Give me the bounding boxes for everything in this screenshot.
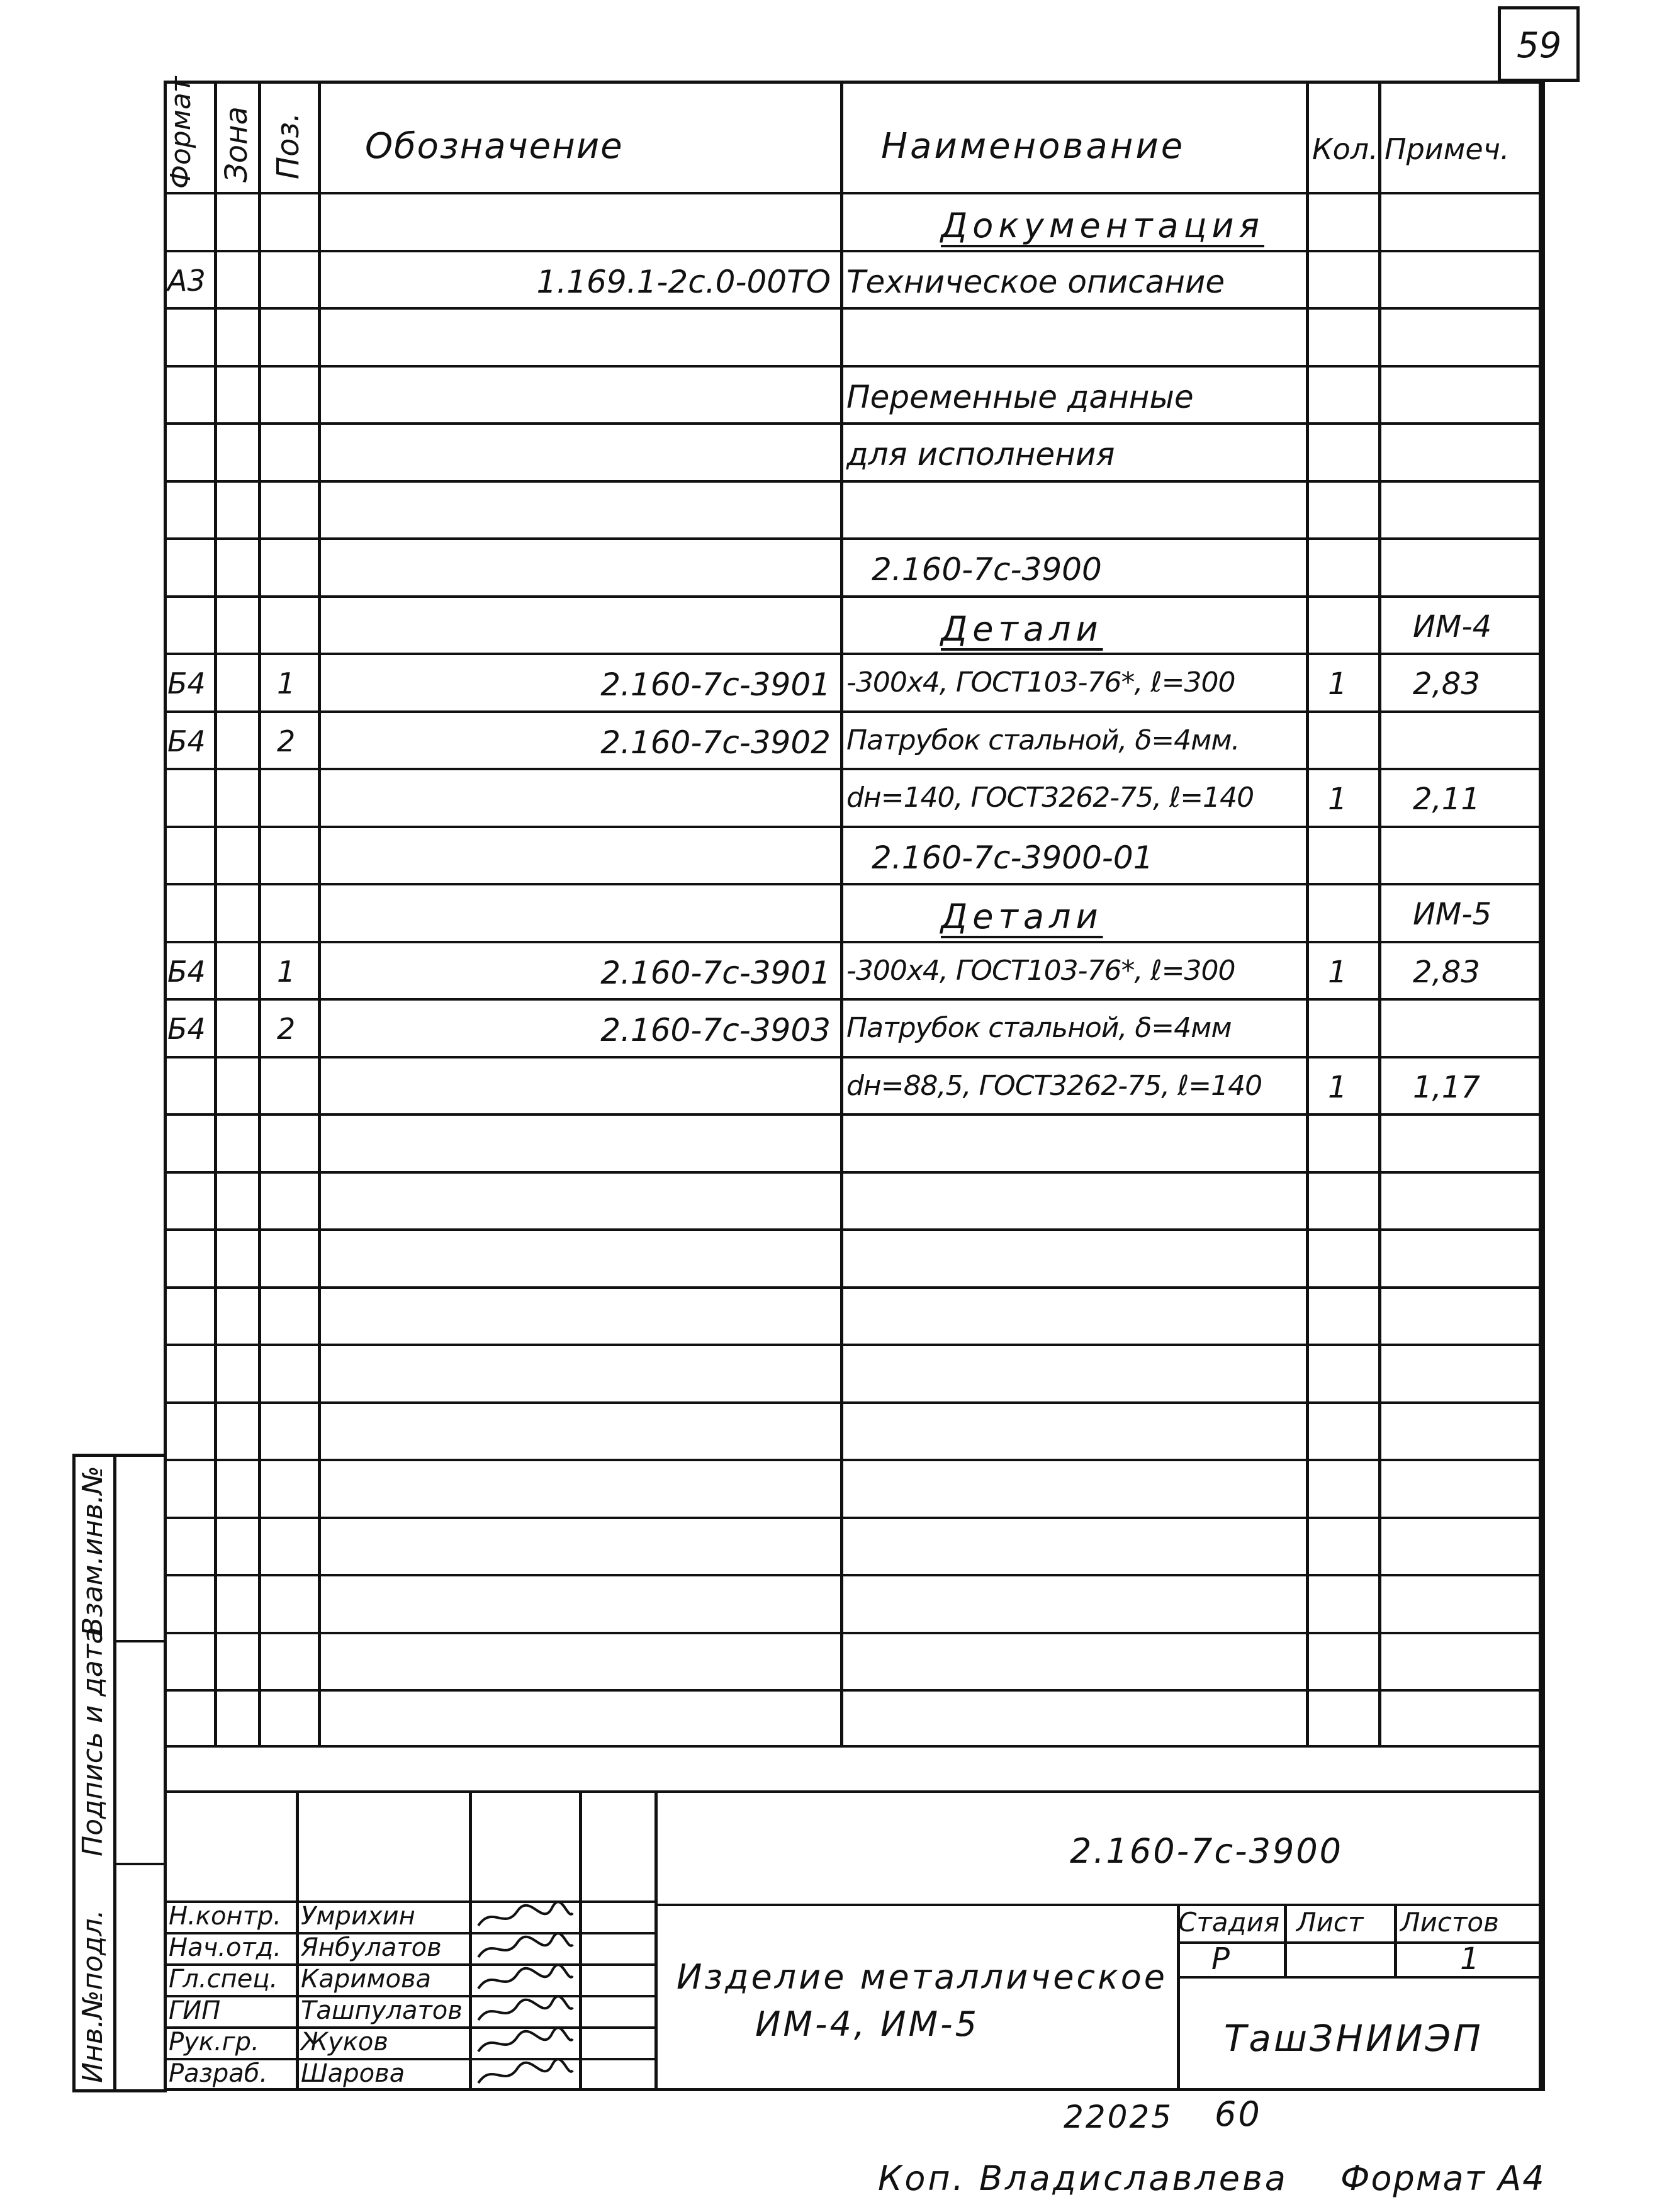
signature-scribble (473, 1996, 577, 2026)
row-name: 2.160-7с-3900 (872, 551, 1102, 588)
tb-person: Ташпулатов (301, 1996, 463, 2025)
tb-stage-label: Стадия (1178, 1907, 1280, 1938)
row-note: 2,83 (1413, 954, 1480, 990)
side-label-inv-podl: Инв.№подл. (77, 1909, 109, 2083)
header-pos: Поз. (271, 112, 306, 179)
row-line (164, 422, 1542, 425)
row-line (164, 941, 1542, 943)
row-pos: 1 (277, 954, 296, 989)
row-name: 2.160-7с-3900-01 (872, 839, 1154, 876)
row-name: Детали (941, 897, 1103, 936)
row-note: 2,11 (1413, 782, 1480, 817)
row-name: Патрубок стальной, δ=4мм. (846, 724, 1240, 756)
signature-scribble (473, 2059, 577, 2089)
tb-stage-value: Р (1211, 1941, 1230, 1977)
row-designation: 2.160-7с-3901 (600, 954, 831, 991)
row-pos: 1 (277, 666, 296, 700)
row-format: Б4 (167, 1012, 206, 1046)
row-name: Детали (941, 609, 1103, 649)
signature-scribble (473, 1902, 577, 1932)
col-line-qty (1378, 81, 1381, 1745)
row-line (164, 537, 1542, 540)
header-designation: Обозначение (365, 126, 624, 167)
row-line (164, 653, 1542, 655)
tb-person: Янбулатов (301, 1933, 442, 1962)
row-designation: 2.160-7с-3903 (600, 1012, 831, 1048)
tb-role: Гл.спец. (169, 1965, 278, 1994)
footer-copy: Коп. Владиславлева (878, 2159, 1288, 2198)
row-name: -300х4, ГОСТ103-76*, ℓ=300 (846, 954, 1235, 987)
col-line-name (1306, 81, 1309, 1745)
row-pos: 2 (277, 1012, 296, 1046)
signature-scribble (473, 2028, 577, 2058)
tb-organization: ТашЗНИИЭП (1224, 2017, 1483, 2060)
row-note: 1,17 (1413, 1069, 1480, 1105)
tb-sheet-label: Лист (1296, 1907, 1364, 1938)
header-bottom (164, 192, 1542, 194)
row-line (164, 250, 1542, 252)
row-note: 2,83 (1413, 666, 1480, 702)
tb-person: Каримова (301, 1965, 432, 1994)
row-line (164, 1632, 1542, 1634)
row-line (164, 998, 1542, 1001)
row-line (164, 710, 1542, 713)
tb-person: Умрихин (301, 1902, 415, 1931)
header-zone: Зона (219, 106, 254, 182)
row-qty: 1 (1328, 1069, 1347, 1105)
tb-col-4 (654, 1790, 658, 2091)
row-line (164, 1401, 1542, 1404)
signature-scribble (473, 1933, 577, 1963)
row-qty: 1 (1328, 666, 1347, 702)
tb-col-1 (296, 1790, 299, 2091)
footer-num1: 22025 (1064, 2099, 1174, 2135)
tb-stage-sep1 (1284, 1904, 1287, 1976)
tb-sheets-label: Листов (1400, 1907, 1499, 1938)
tb-stage-hdr (1177, 1941, 1542, 1944)
row-format: Б4 (167, 954, 206, 989)
tb-role: Н.контр. (169, 1902, 281, 1931)
footer-num2: 60 (1215, 2094, 1262, 2134)
row-line (164, 768, 1542, 770)
row-name: Документация (941, 206, 1264, 245)
header-note: Примеч. (1385, 132, 1510, 166)
strip-vline (113, 1454, 116, 2092)
row-note: ИМ-4 (1413, 609, 1492, 644)
col-line-format (214, 81, 217, 1745)
tb-role: Нач.отд. (169, 1933, 282, 1962)
row-note: ИМ-5 (1413, 897, 1492, 932)
row-line (164, 1344, 1542, 1346)
row-name: Техническое описание (846, 263, 1225, 300)
row-name: Переменные данные (846, 378, 1194, 415)
side-label-podpis: Подпись и дата (77, 1627, 109, 1856)
row-line (164, 480, 1542, 483)
tb-col-2 (469, 1790, 472, 2091)
title-top-line (164, 1790, 1542, 1793)
row-line (164, 1286, 1542, 1289)
tb-role: Разраб. (169, 2059, 268, 2088)
row-pos: 2 (277, 724, 296, 758)
header-name: Наименование (881, 126, 1186, 167)
row-qty: 1 (1328, 954, 1347, 990)
side-label-vzam: Взам.инв.№ (77, 1466, 109, 1636)
row-qty: 1 (1328, 782, 1347, 817)
strip-sep-2 (113, 1863, 167, 1865)
tb-product-name-1: Изделие металлическое (677, 1957, 1167, 1997)
row-line (164, 826, 1542, 828)
tb-role: ГИП (169, 1996, 221, 2025)
row-name: -300х4, ГОСТ103-76*, ℓ=300 (846, 666, 1235, 699)
row-format: А3 (167, 263, 206, 298)
row-line (164, 595, 1542, 598)
tb-product-name-2: ИМ-4, ИМ-5 (755, 2004, 979, 2044)
table-bottom-line (164, 1745, 1542, 1748)
footer-format: Формат А4 (1340, 2159, 1546, 2198)
row-format: Б4 (167, 724, 206, 758)
row-designation: 1.169.1-2с.0-00ТО (536, 263, 831, 300)
row-format: Б4 (167, 666, 206, 700)
header-qty: Кол. (1312, 132, 1378, 166)
row-line (164, 1459, 1542, 1461)
row-line (164, 1689, 1542, 1692)
row-line (164, 883, 1542, 885)
row-line (164, 307, 1542, 310)
row-name: для исполнения (846, 436, 1115, 473)
tb-doc-code: 2.160-7с-3900 (1070, 1831, 1344, 1871)
row-line (164, 1113, 1542, 1116)
page-number: 59 (1517, 25, 1562, 66)
row-line (164, 1517, 1542, 1519)
row-line (164, 365, 1542, 368)
row-line (164, 1056, 1542, 1058)
row-name: Патрубок стальной, δ=4мм (846, 1012, 1232, 1044)
row-name: dн=140, ГОСТ3262-75, ℓ=140 (846, 782, 1254, 814)
tb-stage-sep2 (1394, 1904, 1397, 1976)
tb-person: Жуков (301, 2028, 388, 2057)
tb-person: Шарова (301, 2059, 405, 2088)
row-line (164, 1228, 1542, 1231)
row-line (164, 1574, 1542, 1576)
row-designation: 2.160-7с-3902 (600, 724, 831, 761)
col-line-zone (258, 81, 261, 1745)
right-border (1542, 81, 1545, 2091)
tb-col-3 (579, 1790, 582, 2091)
col-line-designation (840, 81, 843, 1745)
signature-scribble (473, 1965, 577, 1995)
tb-sheets-value: 1 (1460, 1941, 1480, 1977)
col-line-pos (318, 81, 321, 1745)
tb-role: Рук.гр. (169, 2028, 259, 2057)
header-format: Формат (165, 76, 197, 189)
tb-stage-val (1177, 1976, 1542, 1979)
tb-doc-line (654, 1904, 1542, 1906)
strip-sep-1 (113, 1640, 167, 1642)
row-line (164, 1171, 1542, 1174)
row-designation: 2.160-7с-3901 (600, 666, 831, 703)
row-name: dн=88,5, ГОСТ3262-75, ℓ=140 (846, 1069, 1262, 1102)
